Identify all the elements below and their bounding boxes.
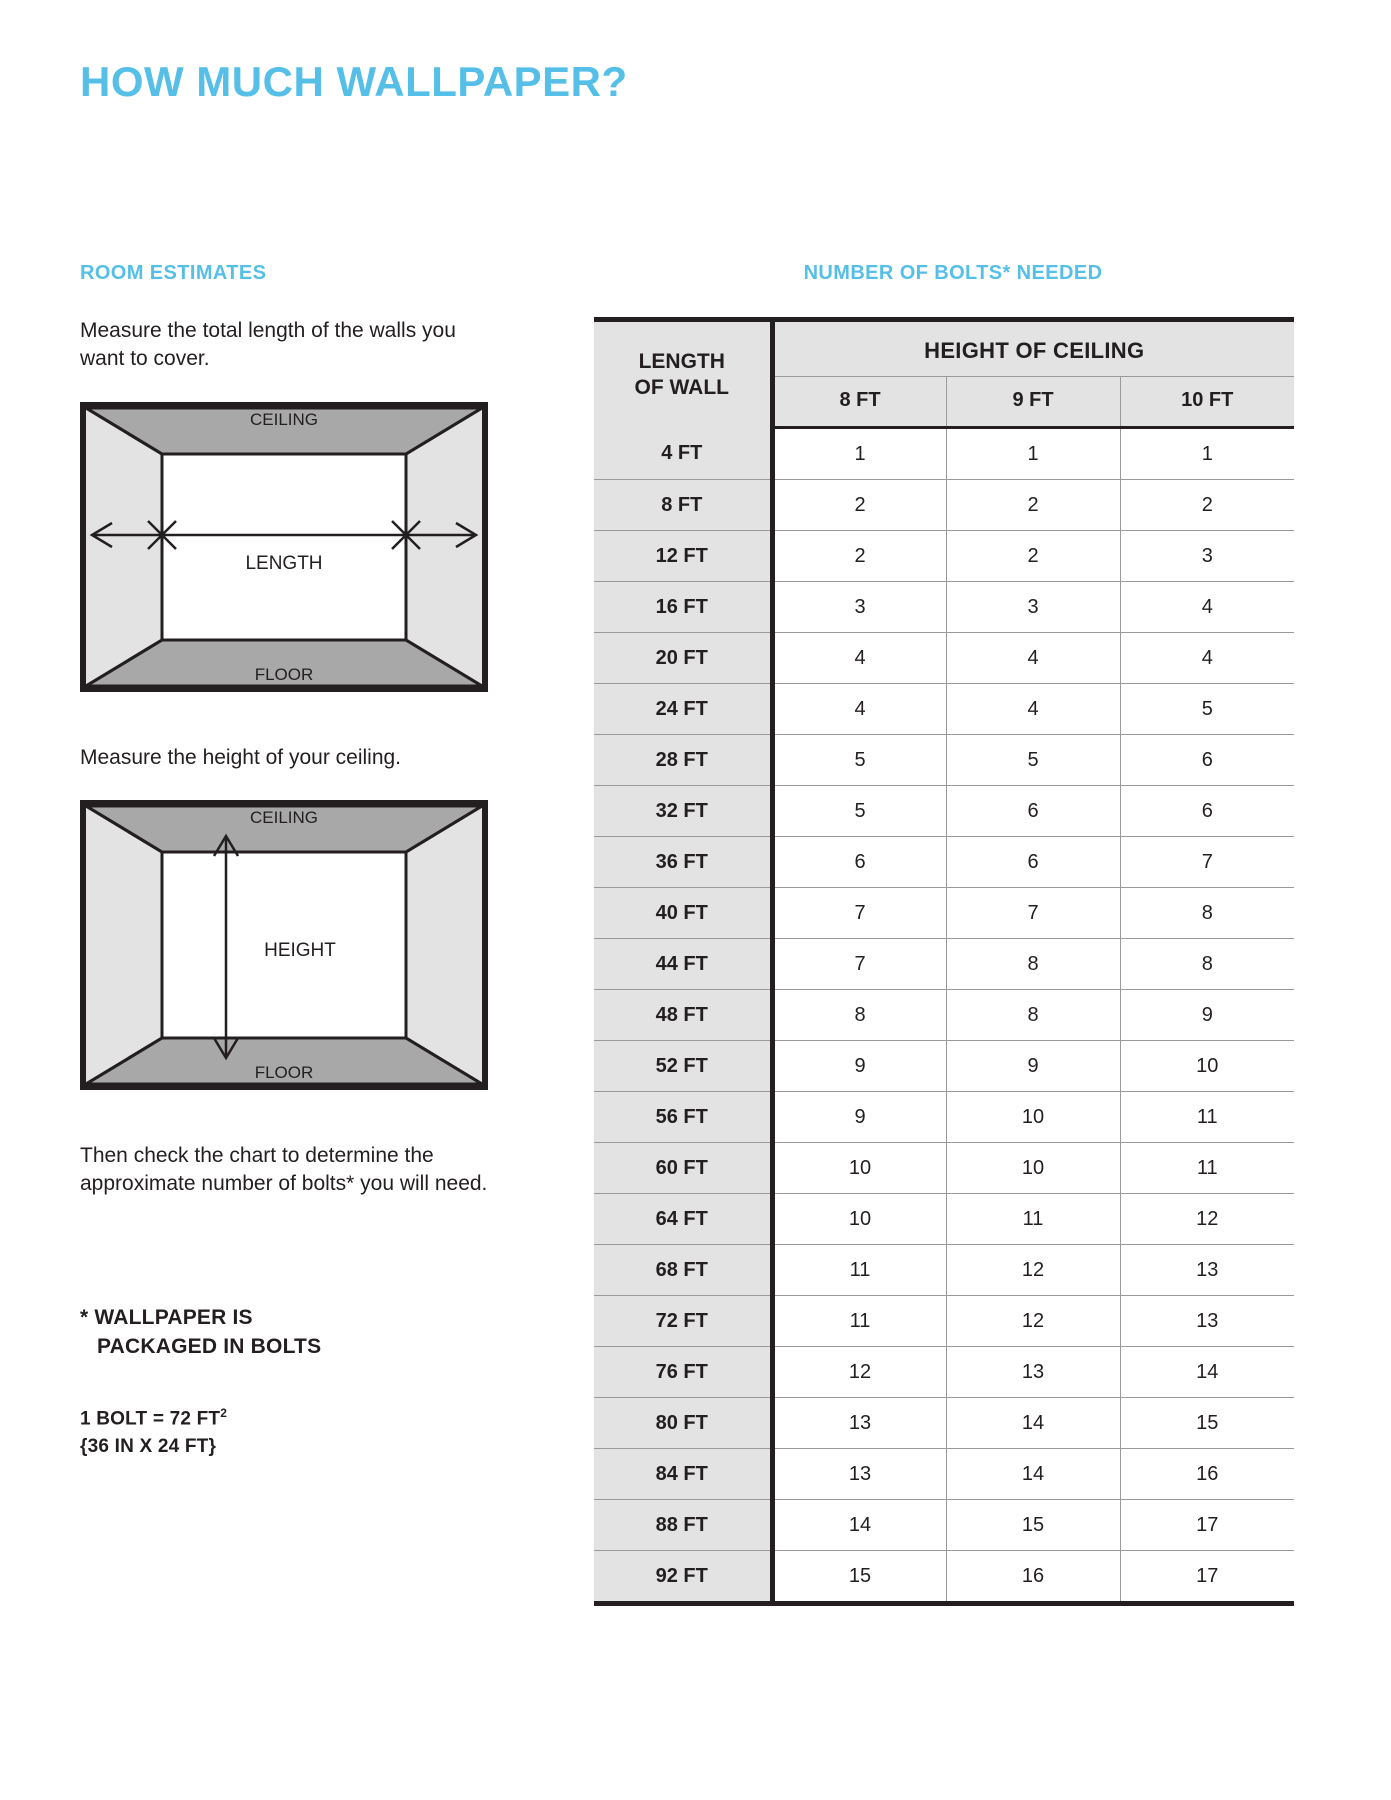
cell-8ft: 11 [772,1245,946,1296]
cell-10ft: 11 [1120,1092,1294,1143]
row-label: 64 FT [594,1194,772,1245]
cell-9ft: 2 [946,531,1120,582]
row-label: 56 FT [594,1092,772,1143]
header-length-of-wall [594,320,772,428]
bolts-table [594,317,1294,1606]
cell-9ft: 7 [946,888,1120,939]
floor-label-2: FLOOR [254,1063,314,1083]
cell-9ft: 13 [946,1347,1120,1398]
table-row [594,888,1294,939]
cell-9ft: 6 [946,786,1120,837]
cell-8ft: 8 [772,990,946,1041]
cell-9ft: 14 [946,1398,1120,1449]
table-header [594,320,1294,428]
cell-9ft: 10 [946,1143,1120,1194]
header-col-10ft: 10 FT [1120,377,1294,428]
table-row [594,735,1294,786]
step-3-text: Then check the chart to determine the approximate number of bolts* you will need. [80,1144,488,1196]
table-row [594,1143,1294,1194]
table-row [594,1500,1294,1551]
table-row [594,1194,1294,1245]
cell-8ft: 9 [772,1041,946,1092]
cell-10ft: 12 [1120,1194,1294,1245]
header-col-8ft: 8 FT [772,377,946,428]
cell-8ft: 10 [772,1194,946,1245]
table-row [594,1449,1294,1500]
cell-9ft: 8 [946,990,1120,1041]
table-row [594,939,1294,990]
ceiling-label-2: CEILING [249,808,319,828]
table-row [594,633,1294,684]
row-label: 8 FT [594,480,772,531]
bolt-definition [80,1404,500,1462]
bolt-area-text: 1 BOLT = 72 FT [80,1407,221,1429]
cell-10ft: 9 [1120,990,1294,1041]
row-label: 92 FT [594,1551,772,1604]
cell-8ft: 3 [772,582,946,633]
table-row [594,531,1294,582]
cell-10ft: 1 [1120,428,1294,480]
cell-8ft: 14 [772,1500,946,1551]
cell-9ft: 1 [946,428,1120,480]
room-length-svg [80,402,488,692]
cell-10ft: 17 [1120,1551,1294,1604]
table-row [594,837,1294,888]
table-row [594,1245,1294,1296]
footnote-wallpaper-bolts [80,1303,500,1362]
table-row [594,428,1294,480]
cell-10ft: 3 [1120,531,1294,582]
cell-8ft: 1 [772,428,946,480]
room-height-svg [80,800,488,1090]
cell-10ft: 13 [1120,1296,1294,1347]
row-label: 68 FT [594,1245,772,1296]
cell-8ft: 7 [772,939,946,990]
table-row [594,480,1294,531]
length-label: LENGTH [245,552,323,574]
cell-8ft: 12 [772,1347,946,1398]
cell-8ft: 11 [772,1296,946,1347]
floor-label-1: FLOOR [254,664,314,684]
cell-8ft: 13 [772,1449,946,1500]
table-row [594,684,1294,735]
header-length-of-wall-line2: OF WALL [634,375,729,399]
page-title: HOW MUCH WALLPAPER? [80,58,628,105]
cell-8ft: 15 [772,1551,946,1604]
cell-10ft: 8 [1120,939,1294,990]
cell-9ft: 10 [946,1092,1120,1143]
table-header-row-group [594,320,1294,377]
table-row [594,1398,1294,1449]
header-height-of-ceiling: HEIGHT OF CEILING [772,320,1294,377]
height-label: HEIGHT [264,940,336,962]
row-label: 40 FT [594,888,772,939]
room-estimates-column [80,262,500,1462]
row-label: 88 FT [594,1500,772,1551]
table-row [594,990,1294,1041]
header-length-of-wall-line1: LENGTH [638,349,725,373]
table-row [594,1347,1294,1398]
cell-8ft: 4 [772,684,946,735]
cell-10ft: 11 [1120,1143,1294,1194]
table-row [594,1551,1294,1604]
table-row [594,786,1294,837]
cell-9ft: 4 [946,633,1120,684]
row-label: 52 FT [594,1041,772,1092]
cell-8ft: 9 [772,1092,946,1143]
cell-10ft: 17 [1120,1500,1294,1551]
row-label: 48 FT [594,990,772,1041]
cell-10ft: 10 [1120,1041,1294,1092]
cell-9ft: 14 [946,1449,1120,1500]
cell-9ft: 12 [946,1245,1120,1296]
row-label: 24 FT [594,684,772,735]
cell-9ft: 12 [946,1296,1120,1347]
cell-8ft: 5 [772,735,946,786]
cell-9ft: 4 [946,684,1120,735]
cell-10ft: 4 [1120,582,1294,633]
cell-10ft: 4 [1120,633,1294,684]
cell-9ft: 15 [946,1500,1120,1551]
room-diagram-length [80,402,488,692]
cell-9ft: 8 [946,939,1120,990]
cell-10ft: 8 [1120,888,1294,939]
section-heading-room-estimates: ROOM ESTIMATES [80,262,267,284]
cell-9ft: 9 [946,1041,1120,1092]
cell-8ft: 13 [772,1398,946,1449]
row-label: 32 FT [594,786,772,837]
cell-10ft: 13 [1120,1245,1294,1296]
bolt-area-exponent: 2 [220,1405,228,1420]
cell-8ft: 5 [772,786,946,837]
step-2-text: Measure the height of your ceiling. [80,745,402,769]
cell-10ft: 14 [1120,1347,1294,1398]
cell-10ft: 5 [1120,684,1294,735]
table-row [594,1296,1294,1347]
cell-8ft: 10 [772,1143,946,1194]
footnote-line-1: * WALLPAPER IS [80,1305,253,1329]
row-label: 84 FT [594,1449,772,1500]
row-label: 36 FT [594,837,772,888]
row-label: 80 FT [594,1398,772,1449]
row-label: 4 FT [594,428,772,480]
cell-8ft: 2 [772,480,946,531]
row-label: 60 FT [594,1143,772,1194]
bolts-table-column [594,262,1312,1606]
row-label: 28 FT [594,735,772,786]
row-label: 44 FT [594,939,772,990]
cell-9ft: 11 [946,1194,1120,1245]
header-col-9ft: 9 FT [946,377,1120,428]
cell-8ft: 2 [772,531,946,582]
step-1-text: Measure the total length of the walls you want to cover. [80,319,456,371]
table-row [594,1041,1294,1092]
cell-9ft: 2 [946,480,1120,531]
cell-9ft: 6 [946,837,1120,888]
cell-10ft: 6 [1120,735,1294,786]
cell-10ft: 6 [1120,786,1294,837]
room-diagram-height [80,800,488,1090]
row-label: 20 FT [594,633,772,684]
row-label: 12 FT [594,531,772,582]
footnote-line-2: PACKAGED IN BOLTS [97,1335,322,1359]
cell-10ft: 15 [1120,1398,1294,1449]
cell-10ft: 16 [1120,1449,1294,1500]
ceiling-label-1: CEILING [249,409,319,429]
cell-9ft: 16 [946,1551,1120,1604]
cell-9ft: 5 [946,735,1120,786]
table-row [594,1092,1294,1143]
row-label: 16 FT [594,582,772,633]
table-row [594,582,1294,633]
cell-8ft: 6 [772,837,946,888]
table-caption: NUMBER OF BOLTS* NEEDED [803,262,1103,284]
cell-9ft: 3 [946,582,1120,633]
row-label: 76 FT [594,1347,772,1398]
row-label: 72 FT [594,1296,772,1347]
table-body [594,428,1294,1604]
cell-10ft: 2 [1120,480,1294,531]
cell-10ft: 7 [1120,837,1294,888]
cell-8ft: 7 [772,888,946,939]
cell-8ft: 4 [772,633,946,684]
bolt-dimensions-text: {36 IN X 24 FT} [80,1436,217,1458]
